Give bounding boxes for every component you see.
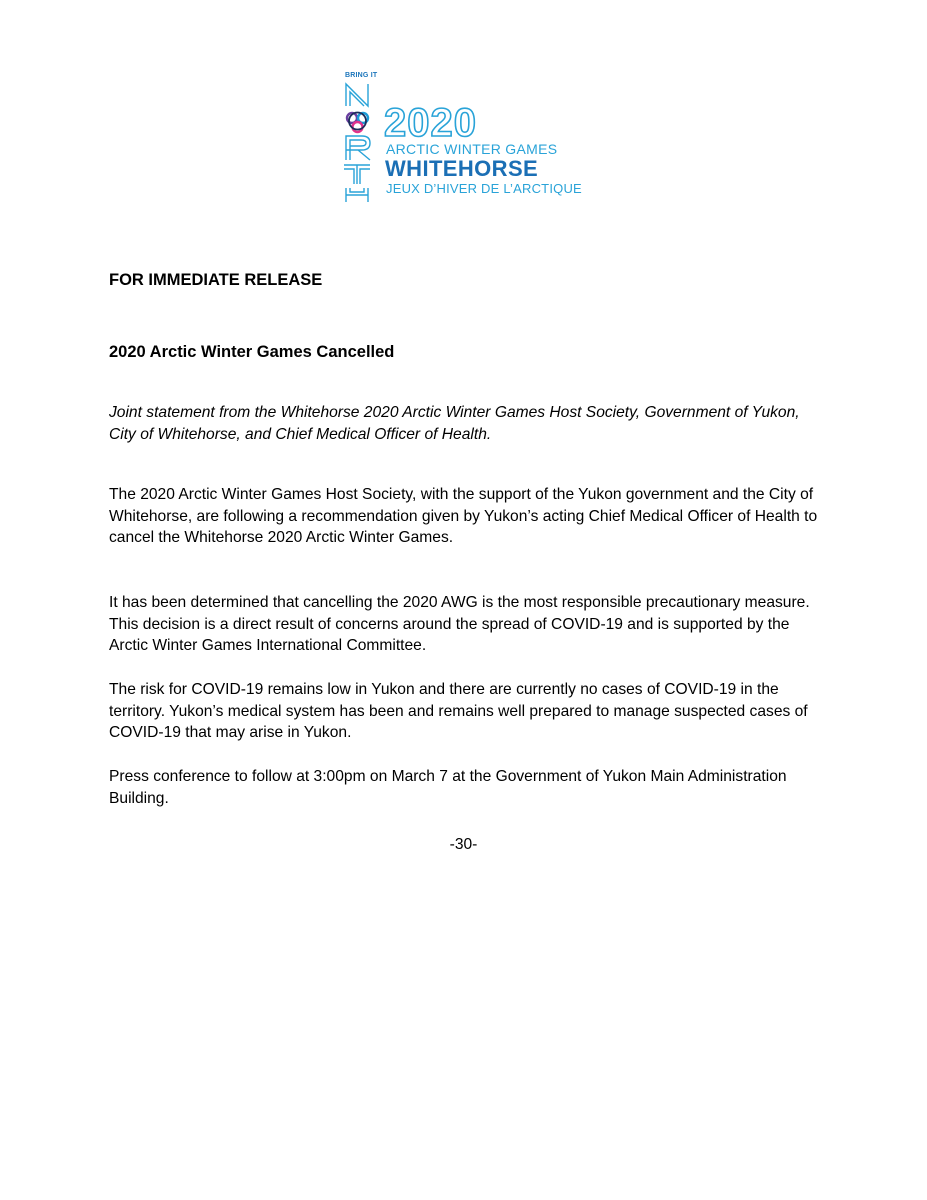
logo-bring-it-text: BRING IT bbox=[345, 72, 378, 79]
paragraph-2: It has been determined that cancelling the 2020 AWG is the most responsible precautionary measure. This decision is a direct result of concerns around the spread of COVID-19 and is supported by the Arctic Winter Games International Committee. bbox=[109, 594, 810, 654]
awg-2020-logo bbox=[336, 72, 586, 204]
joint-statement: Joint statement from the Whitehorse 2020 Arctic Winter Games Host Society, Government of Yukon, City of Whitehorse, and Chief Medical Officer of Health. bbox=[109, 404, 800, 443]
paragraph-1: The 2020 Arctic Winter Games Host Society, with the support of the Yukon government and the City of Whitehorse, are following a recommendation given by Yukon’s acting Chief Medical Officer of Health to cancel the Whitehorse 2020 Arctic Winter Games. bbox=[109, 486, 818, 546]
logo-french-name: JEUX D’HIVER DE L’ARCTIQUE bbox=[386, 181, 582, 196]
release-label: FOR IMMEDIATE RELEASE bbox=[109, 271, 323, 289]
end-mark: -30- bbox=[449, 836, 478, 853]
logo-year-graphic bbox=[384, 102, 492, 142]
logo-whitehorse: WHITEHORSE bbox=[385, 156, 539, 181]
logo-north-graphic bbox=[342, 80, 378, 202]
paragraph-3: The risk for COVID-19 remains low in Yukon and there are currently no cases of COVID-19 in the territory. Yukon’s medical system has been and remains well prepared to manage suspected cases of COVID-19 that may arise in Yukon. bbox=[109, 681, 808, 741]
paragraph-4: Press conference to follow at 3:00pm on March 7 at the Government of Yukon Main Administration Building. bbox=[109, 768, 787, 807]
logo-year-text: 2020 bbox=[384, 102, 477, 142]
document-title: 2020 Arctic Winter Games Cancelled bbox=[109, 343, 395, 361]
logo-arctic-winter-games: ARCTIC WINTER GAMES bbox=[386, 141, 558, 157]
